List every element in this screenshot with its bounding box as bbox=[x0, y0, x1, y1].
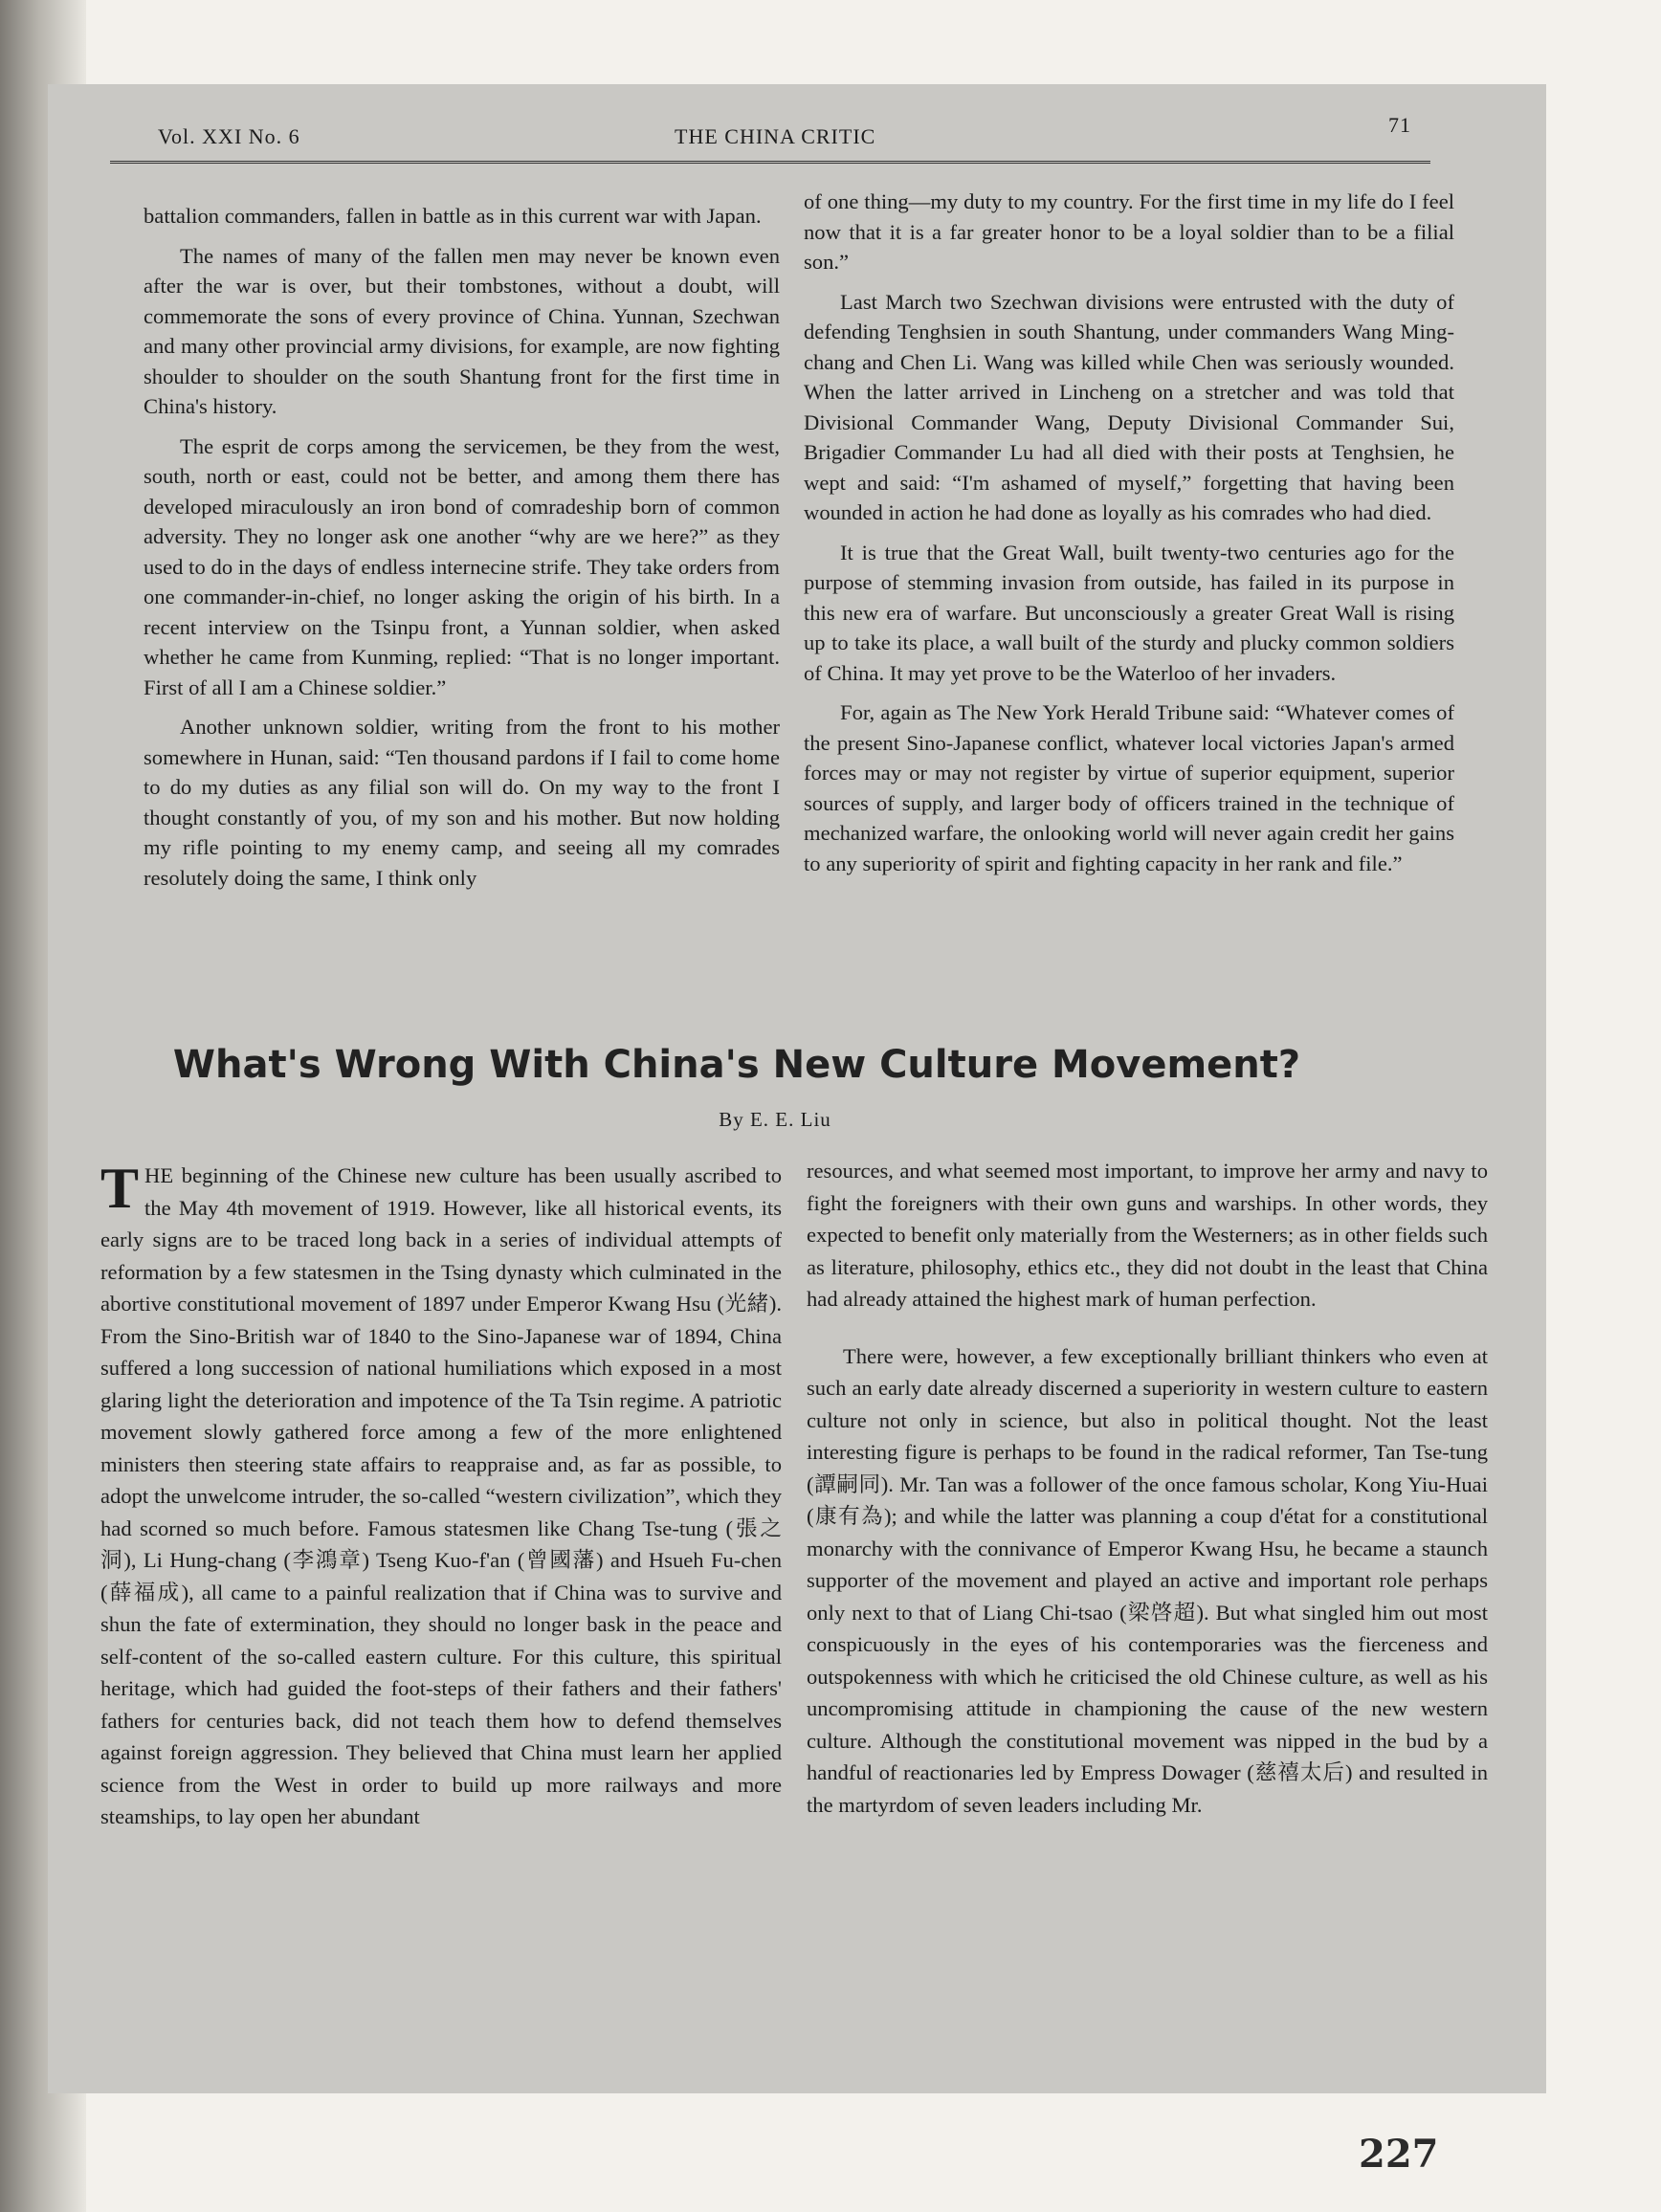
paragraph: battalion commanders, fallen in battle as in this current war with Japan. bbox=[144, 204, 762, 228]
paragraph: Last March two Szechwan divisions were entrusted with the duty of defending Tenghsien in south Shantung, under commanders Wang Ming-chang and Chen Li. Wang was killed while Chen was seriously wounded. When the latter arrived in Lincheng on a stretcher and was told that Divisional Commander Wang, Deputy Divisional Commander Sui, Brigadier Commander Lu had all died with their posts at Tenghsien, he wept and said: “I'm ashamed of myself,” forgetting that having been wounded in action he had done as loyally as his comrades who had died. bbox=[804, 289, 1454, 524]
paragraph: There were, however, a few exceptionally brilliant thinkers who even at such an early date already discerned a superiority in western culture to eastern culture not only in science, but also in political thought. Not the least interesting figure is perhaps to be found in the radical reformer, Tan Tse-tung (譚嗣同). Mr. Tan was a follower of the once famous scholar, Kong Yiu-Huai (康有為); and while the latter was planning a coup d'état for a constitutional monarchy with the connivance of Emperor Kwang Hsu, he became a staunch supporter of the movement and played an active and important role perhaps only next to that of Liang Chi-tsao (梁啓超). But what singled him out most conspicuously in the eyes of his contemporaries was the fierceness and outspokenness with which he criticised the old Chinese culture, as well as his uncompromising attitude in championing the cause of the new western culture. Although the constitutional movement was nipped in the bud by a handful of reactionaries led by Empress Dowager (慈禧太后) and resulted in the martyrdom of seven leaders including Mr. bbox=[807, 1343, 1488, 1817]
paragraph: For, again as The New York Herald Tribune said: “Whatever comes of the present Sino-Japanese conflict, whatever local victories Japan's armed forces may or may not register by virtue of superior equipment, superior sources of supply, and larger body of officers trained in the technique of mechanized warfare, the onlooking world will never again credit her gains to any superiority of spirit and fighting capacity in her rank and file.” bbox=[804, 700, 1454, 875]
running-head bbox=[110, 113, 1430, 164]
paragraph: resources, and what seemed most important, to improve her army and navy to fight the foreigners with their own guns and warships. In other words, they expected to benefit only materially from the Westerners; as in other fields such as literature, philosophy, ethics etc., they did not doubt in the least that China had already attained the highest mark of human perfection. bbox=[807, 1159, 1488, 1311]
article-left-column bbox=[100, 1157, 782, 1843]
paragraph: The esprit de corps among the servicemen, be they from the west, south, north or east, could not be better, and among them there has developed miraculously an iron bond of comradeship born of common adversity. They no longer ask one another “why are we here?” as they used to do in the days of endless internecine strife. They take orders from one commander-in-chief, no longer asking the origin of his birth. In a recent interview on the Tsinpu front, a Yunnan soldier, when asked whether he came from Kunming, replied: “That is no longer important. First of all I am a Chinese soldier.” bbox=[144, 433, 780, 699]
upper-right-column bbox=[804, 187, 1454, 888]
journal-page-number: 71 bbox=[1388, 113, 1411, 137]
paragraph: Another unknown soldier, writing from the front to his mother somewhere in Hunan, said: “Ten thousand pardons if I fail to come home to do my duties as any filial son will do. On my way to the front I thought constantly of you, of my son and his mother. But now holding my rifle pointing to my enemy camp, and seeing all my comrades resolutely doing the same, I think only bbox=[144, 715, 780, 890]
paragraph bbox=[100, 1157, 782, 1833]
drop-cap: T bbox=[100, 1157, 140, 1220]
paragraph: The names of many of the fallen men may never be known even after the war is over, but their tombstones, without a doubt, will commemorate the sons of every province of China. Yunnan, Szechwan and many other provincial army divisions, for example, are now fighting shoulder to shoulder on the south Shantung front for the first time in China's history. bbox=[144, 243, 780, 418]
article-byline: By E. E. Liu bbox=[719, 1108, 831, 1131]
article-right-column bbox=[807, 1155, 1488, 1830]
paragraph: It is true that the Great Wall, built twenty-two centuries ago for the purpose of stemming invasion from outside, has failed in its purpose in this new era of warfare. But unconsciously a greater Great Wall is rising up to take its place, a wall built of the sturdy and plucky common soldiers of China. It may yet prove to be the Waterloo of her invaders. bbox=[804, 540, 1454, 685]
volume-label: Vol. XXI No. 6 bbox=[158, 124, 300, 148]
paragraph: of one thing—my duty to my country. For the first time in my life do I feel now that it is a far greater honor to be a loyal soldier than to be a filial son.” bbox=[804, 189, 1454, 274]
paragraph-text: HE beginning of the Chinese new culture has been usually ascribed to the May 4th movement of 1919. However, like all historical events, its early signs are to be traced long back in a series of individual attempts of reformation by a few statesmen in the Tsing dynasty which culminated in the abortive constitutional movement of 1897 under Emperor Kwang Hsu (光緒). From the Sino-British war of 1840 to the Sino-Japanese war of 1894, China suffered a long succession of national humiliations which exposed in a most glaring light the deterioration and impotence of the Ta Tsin regime. A patriotic movement slowly gathered force among a few of the more enlightened ministers then steering state affairs to reappraise and, as far as possible, to adopt the unwelcome intruder, the so-called “western civilization”, which they had scorned so much before. Famous statesmen like Chang Tse-tung (張之洞), Li Hung-chang (李鴻章) Tseng Kuo-f'an (曾國藩) and Hsueh Fu-chen (薛福成), all came to a painful realization that if China was to survive and shun the fate of extermination, they should no longer bask in the peace and self-content of the so-called eastern culture. For this culture, this spiritual heritage, which had guided the foot-steps of their fathers and their fathers' fathers for centuries back, did not teach them how to defend themselves against foreign aggression. They believed that China must learn her applied science from the West in order to build up more railways and more steamships, to lay open her abundant bbox=[100, 1163, 782, 1828]
upper-left-column bbox=[144, 201, 780, 902]
journal-title: THE CHINA CRITIC bbox=[675, 124, 876, 148]
article-title: What's Wrong With China's New Culture Movement? bbox=[172, 1043, 1301, 1087]
bound-volume-page-number: 227 bbox=[1359, 2132, 1439, 2177]
